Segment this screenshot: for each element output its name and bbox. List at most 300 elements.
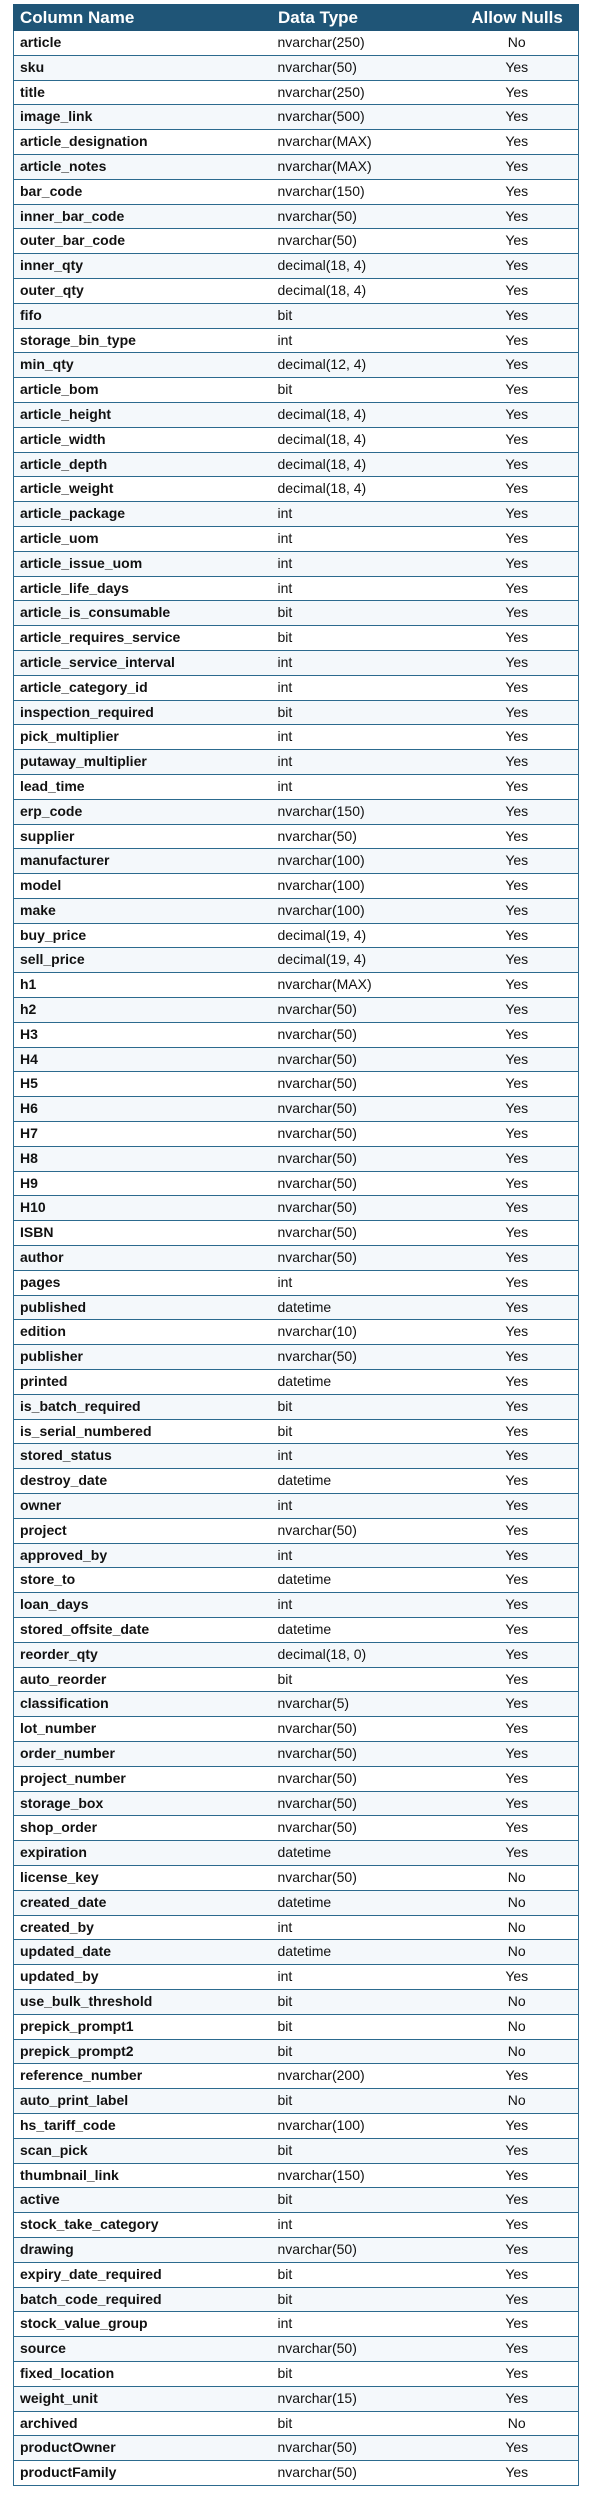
table-row [14, 502, 579, 527]
cell-data-type: nvarchar(50) [272, 1741, 456, 1766]
cell-data-type: nvarchar(50) [272, 1122, 456, 1147]
cell-allow-nulls: Yes [456, 750, 579, 775]
table-row [14, 1717, 579, 1742]
cell-column-name: inspection_required [14, 700, 272, 725]
cell-column-name: inner_bar_code [14, 204, 272, 229]
table-row [14, 1618, 579, 1643]
cell-data-type: bit [272, 626, 456, 651]
cell-allow-nulls: Yes [456, 1841, 579, 1866]
table-row [14, 1642, 579, 1667]
cell-data-type: decimal(19, 4) [272, 923, 456, 948]
cell-column-name: erp_code [14, 799, 272, 824]
cell-column-name: title [14, 80, 272, 105]
cell-data-type: nvarchar(50) [272, 229, 456, 254]
cell-allow-nulls: Yes [456, 1444, 579, 1469]
cell-data-type: bit [272, 2411, 456, 2436]
cell-column-name: article_notes [14, 154, 272, 179]
cell-column-name: stock_value_group [14, 2312, 272, 2337]
cell-data-type: int [272, 1965, 456, 1990]
table-row [14, 675, 579, 700]
cell-column-name: project [14, 1518, 272, 1543]
table-row [14, 700, 579, 725]
cell-data-type: int [272, 576, 456, 601]
cell-column-name: source [14, 2337, 272, 2362]
cell-allow-nulls: Yes [456, 1965, 579, 1990]
cell-allow-nulls: Yes [456, 1816, 579, 1841]
table-row [14, 750, 579, 775]
cell-column-name: article_package [14, 502, 272, 527]
cell-column-name: article_service_interval [14, 650, 272, 675]
cell-allow-nulls: Yes [456, 1320, 579, 1345]
cell-allow-nulls: Yes [456, 1196, 579, 1221]
schema-table-wrapper [13, 4, 578, 2486]
table-row [14, 1370, 579, 1395]
table-row [14, 31, 579, 56]
cell-allow-nulls: No [456, 2089, 579, 2114]
table-row [14, 204, 579, 229]
cell-column-name: article_uom [14, 526, 272, 551]
table-row [14, 2163, 579, 2188]
table-body [14, 31, 579, 2486]
cell-data-type: int [272, 526, 456, 551]
cell-data-type: int [272, 675, 456, 700]
table-row [14, 1394, 579, 1419]
cell-column-name: H3 [14, 1022, 272, 1047]
cell-column-name: fifo [14, 303, 272, 328]
cell-data-type: nvarchar(5) [272, 1692, 456, 1717]
table-row [14, 353, 579, 378]
table-row [14, 1494, 579, 1519]
cell-data-type: decimal(18, 0) [272, 1642, 456, 1667]
table-row [14, 998, 579, 1023]
cell-data-type: int [272, 725, 456, 750]
table-row [14, 1989, 579, 2014]
cell-column-name: article_width [14, 427, 272, 452]
cell-column-name: article_category_id [14, 675, 272, 700]
cell-allow-nulls: Yes [456, 700, 579, 725]
table-row [14, 898, 579, 923]
cell-data-type: datetime [272, 1841, 456, 1866]
cell-data-type: nvarchar(50) [272, 1717, 456, 1742]
table-row [14, 2461, 579, 2486]
cell-column-name: make [14, 898, 272, 923]
cell-column-name: expiry_date_required [14, 2262, 272, 2287]
cell-allow-nulls: Yes [456, 2237, 579, 2262]
cell-column-name: hs_tariff_code [14, 2113, 272, 2138]
cell-allow-nulls: Yes [456, 650, 579, 675]
cell-column-name: H10 [14, 1196, 272, 1221]
cell-data-type: bit [272, 2262, 456, 2287]
cell-data-type: int [272, 551, 456, 576]
cell-allow-nulls: Yes [456, 774, 579, 799]
table-row [14, 973, 579, 998]
cell-data-type: datetime [272, 1618, 456, 1643]
cell-column-name: article_issue_uom [14, 551, 272, 576]
cell-allow-nulls: Yes [456, 1766, 579, 1791]
table-row [14, 452, 579, 477]
cell-allow-nulls: Yes [456, 998, 579, 1023]
cell-allow-nulls: Yes [456, 824, 579, 849]
cell-column-name: license_key [14, 1865, 272, 1890]
cell-allow-nulls: Yes [456, 2461, 579, 2486]
table-row [14, 2436, 579, 2461]
cell-column-name: loan_days [14, 1593, 272, 1618]
table-row [14, 303, 579, 328]
header-data-type: Data Type [272, 5, 456, 31]
cell-column-name: manufacturer [14, 849, 272, 874]
cell-column-name: updated_by [14, 1965, 272, 1990]
cell-column-name: article_depth [14, 452, 272, 477]
cell-allow-nulls: Yes [456, 1270, 579, 1295]
cell-data-type: nvarchar(50) [272, 1246, 456, 1271]
cell-column-name: lead_time [14, 774, 272, 799]
cell-data-type: nvarchar(50) [272, 998, 456, 1023]
cell-data-type: bit [272, 2089, 456, 2114]
cell-data-type: nvarchar(150) [272, 2163, 456, 2188]
table-row [14, 551, 579, 576]
cell-allow-nulls: Yes [456, 675, 579, 700]
cell-data-type: datetime [272, 1568, 456, 1593]
cell-column-name: productOwner [14, 2436, 272, 2461]
table-row [14, 576, 579, 601]
cell-data-type: nvarchar(50) [272, 2337, 456, 2362]
cell-allow-nulls: Yes [456, 1246, 579, 1271]
cell-data-type: bit [272, 2361, 456, 2386]
cell-column-name: created_by [14, 1915, 272, 1940]
cell-column-name: article_bom [14, 378, 272, 403]
header-allow-nulls: Allow Nulls [456, 5, 579, 31]
table-row [14, 2411, 579, 2436]
cell-data-type: nvarchar(100) [272, 2113, 456, 2138]
cell-column-name: H5 [14, 1072, 272, 1097]
table-row [14, 1146, 579, 1171]
table-row [14, 254, 579, 279]
cell-allow-nulls: Yes [456, 502, 579, 527]
cell-allow-nulls: Yes [456, 1171, 579, 1196]
cell-column-name: store_to [14, 1568, 272, 1593]
cell-data-type: int [272, 1543, 456, 1568]
cell-allow-nulls: Yes [456, 427, 579, 452]
table-row [14, 1419, 579, 1444]
cell-column-name: outer_bar_code [14, 229, 272, 254]
table-row [14, 1568, 579, 1593]
cell-column-name: expiration [14, 1841, 272, 1866]
cell-data-type: decimal(18, 4) [272, 278, 456, 303]
cell-allow-nulls: Yes [456, 254, 579, 279]
cell-column-name: H8 [14, 1146, 272, 1171]
cell-allow-nulls: Yes [456, 1518, 579, 1543]
cell-allow-nulls: Yes [456, 923, 579, 948]
cell-data-type: nvarchar(15) [272, 2386, 456, 2411]
cell-data-type: datetime [272, 1940, 456, 1965]
cell-allow-nulls: Yes [456, 105, 579, 130]
cell-allow-nulls: No [456, 1940, 579, 1965]
table-row [14, 2337, 579, 2362]
cell-allow-nulls: Yes [456, 2436, 579, 2461]
table-row [14, 1444, 579, 1469]
cell-allow-nulls: Yes [456, 2361, 579, 2386]
cell-column-name: use_bulk_threshold [14, 1989, 272, 2014]
cell-allow-nulls: Yes [456, 303, 579, 328]
cell-column-name: H9 [14, 1171, 272, 1196]
cell-data-type: nvarchar(50) [272, 1345, 456, 1370]
table-row [14, 2312, 579, 2337]
cell-column-name: H6 [14, 1097, 272, 1122]
table-row [14, 526, 579, 551]
cell-column-name: weight_unit [14, 2386, 272, 2411]
cell-data-type: datetime [272, 1370, 456, 1395]
cell-column-name: approved_by [14, 1543, 272, 1568]
cell-data-type: int [272, 1593, 456, 1618]
table-row [14, 328, 579, 353]
cell-allow-nulls: Yes [456, 1494, 579, 1519]
table-row [14, 2188, 579, 2213]
cell-data-type: bit [272, 1419, 456, 1444]
cell-column-name: putaway_multiplier [14, 750, 272, 775]
cell-allow-nulls: Yes [456, 2213, 579, 2238]
cell-column-name: printed [14, 1370, 272, 1395]
table-row [14, 477, 579, 502]
table-row [14, 154, 579, 179]
cell-allow-nulls: Yes [456, 1370, 579, 1395]
cell-allow-nulls: Yes [456, 799, 579, 824]
cell-data-type: bit [272, 1394, 456, 1419]
cell-data-type: nvarchar(50) [272, 1221, 456, 1246]
table-row [14, 2262, 579, 2287]
cell-data-type: bit [272, 2039, 456, 2064]
cell-column-name: H4 [14, 1047, 272, 1072]
cell-column-name: project_number [14, 1766, 272, 1791]
table-row [14, 402, 579, 427]
cell-allow-nulls: Yes [456, 1469, 579, 1494]
cell-data-type: decimal(18, 4) [272, 452, 456, 477]
table-row [14, 2213, 579, 2238]
table-row [14, 1915, 579, 1940]
cell-data-type: nvarchar(50) [272, 1816, 456, 1841]
table-row [14, 378, 579, 403]
table-row [14, 1171, 579, 1196]
cell-data-type: nvarchar(MAX) [272, 154, 456, 179]
cell-allow-nulls: Yes [456, 1642, 579, 1667]
table-row [14, 1766, 579, 1791]
cell-allow-nulls: No [456, 1865, 579, 1890]
cell-data-type: nvarchar(50) [272, 2461, 456, 2486]
header-row [14, 5, 579, 31]
table-row [14, 1221, 579, 1246]
cell-column-name: reorder_qty [14, 1642, 272, 1667]
cell-column-name: article [14, 31, 272, 56]
cell-data-type: datetime [272, 1295, 456, 1320]
cell-data-type: decimal(12, 4) [272, 353, 456, 378]
cell-allow-nulls: Yes [456, 1221, 579, 1246]
cell-column-name: storage_box [14, 1791, 272, 1816]
table-row [14, 80, 579, 105]
cell-data-type: nvarchar(200) [272, 2064, 456, 2089]
cell-allow-nulls: Yes [456, 874, 579, 899]
cell-allow-nulls: Yes [456, 725, 579, 750]
cell-data-type: int [272, 2312, 456, 2337]
cell-data-type: nvarchar(50) [272, 1047, 456, 1072]
cell-data-type: nvarchar(50) [272, 824, 456, 849]
cell-allow-nulls: Yes [456, 1072, 579, 1097]
cell-allow-nulls: Yes [456, 551, 579, 576]
table-row [14, 601, 579, 626]
cell-allow-nulls: Yes [456, 1568, 579, 1593]
cell-column-name: article_designation [14, 130, 272, 155]
cell-allow-nulls: Yes [456, 2312, 579, 2337]
cell-data-type: nvarchar(50) [272, 204, 456, 229]
cell-allow-nulls: Yes [456, 1741, 579, 1766]
cell-allow-nulls: Yes [456, 2337, 579, 2362]
cell-data-type: nvarchar(50) [272, 1146, 456, 1171]
cell-allow-nulls: Yes [456, 2064, 579, 2089]
header-column-name: Column Name [14, 5, 272, 31]
table-row [14, 849, 579, 874]
cell-column-name: author [14, 1246, 272, 1271]
table-row [14, 774, 579, 799]
cell-column-name: owner [14, 1494, 272, 1519]
cell-column-name: article_is_consumable [14, 601, 272, 626]
table-row [14, 799, 579, 824]
cell-column-name: productFamily [14, 2461, 272, 2486]
cell-column-name: stock_take_category [14, 2213, 272, 2238]
cell-data-type: bit [272, 1989, 456, 2014]
table-row [14, 1295, 579, 1320]
cell-data-type: nvarchar(MAX) [272, 130, 456, 155]
table-row [14, 1072, 579, 1097]
cell-allow-nulls: Yes [456, 1543, 579, 1568]
cell-column-name: ISBN [14, 1221, 272, 1246]
cell-allow-nulls: Yes [456, 130, 579, 155]
cell-column-name: is_serial_numbered [14, 1419, 272, 1444]
cell-data-type: bit [272, 2014, 456, 2039]
table-row [14, 1593, 579, 1618]
cell-column-name: buy_price [14, 923, 272, 948]
cell-allow-nulls: Yes [456, 1146, 579, 1171]
table-row [14, 1890, 579, 1915]
cell-column-name: article_weight [14, 477, 272, 502]
table-row [14, 2039, 579, 2064]
table-row [14, 2014, 579, 2039]
cell-data-type: nvarchar(50) [272, 1791, 456, 1816]
table-row [14, 1246, 579, 1271]
table-row [14, 2237, 579, 2262]
table-row [14, 2138, 579, 2163]
table-row [14, 2089, 579, 2114]
cell-column-name: created_date [14, 1890, 272, 1915]
cell-data-type: int [272, 1270, 456, 1295]
cell-column-name: publisher [14, 1345, 272, 1370]
cell-allow-nulls: No [456, 2014, 579, 2039]
table-row [14, 1469, 579, 1494]
table-row [14, 1022, 579, 1047]
cell-data-type: bit [272, 1667, 456, 1692]
cell-allow-nulls: No [456, 31, 579, 56]
cell-allow-nulls: Yes [456, 1419, 579, 1444]
table-row [14, 229, 579, 254]
cell-data-type: int [272, 774, 456, 799]
cell-allow-nulls: Yes [456, 526, 579, 551]
cell-allow-nulls: Yes [456, 2163, 579, 2188]
cell-column-name: updated_date [14, 1940, 272, 1965]
cell-data-type: nvarchar(50) [272, 1097, 456, 1122]
cell-data-type: nvarchar(500) [272, 105, 456, 130]
table-row [14, 725, 579, 750]
table-row [14, 874, 579, 899]
cell-column-name: auto_print_label [14, 2089, 272, 2114]
cell-data-type: nvarchar(100) [272, 874, 456, 899]
cell-allow-nulls: Yes [456, 1791, 579, 1816]
cell-data-type: int [272, 750, 456, 775]
table-row [14, 1667, 579, 1692]
cell-allow-nulls: Yes [456, 1047, 579, 1072]
cell-allow-nulls: Yes [456, 1667, 579, 1692]
cell-column-name: sku [14, 55, 272, 80]
cell-allow-nulls: Yes [456, 204, 579, 229]
cell-column-name: is_batch_required [14, 1394, 272, 1419]
cell-allow-nulls: Yes [456, 154, 579, 179]
cell-allow-nulls: Yes [456, 229, 579, 254]
table-row [14, 1841, 579, 1866]
table-row [14, 1692, 579, 1717]
table-row [14, 1122, 579, 1147]
cell-allow-nulls: No [456, 1915, 579, 1940]
cell-data-type: nvarchar(50) [272, 1766, 456, 1791]
cell-column-name: batch_code_required [14, 2287, 272, 2312]
table-row [14, 650, 579, 675]
cell-allow-nulls: Yes [456, 1618, 579, 1643]
cell-allow-nulls: Yes [456, 2138, 579, 2163]
cell-allow-nulls: No [456, 2411, 579, 2436]
cell-data-type: bit [272, 2188, 456, 2213]
table-row [14, 55, 579, 80]
table-row [14, 2386, 579, 2411]
table-row [14, 1518, 579, 1543]
table-row [14, 1791, 579, 1816]
cell-data-type: nvarchar(150) [272, 179, 456, 204]
cell-allow-nulls: Yes [456, 328, 579, 353]
table-row [14, 1320, 579, 1345]
table-row [14, 427, 579, 452]
cell-data-type: bit [272, 378, 456, 403]
cell-data-type: nvarchar(150) [272, 799, 456, 824]
cell-column-name: min_qty [14, 353, 272, 378]
cell-column-name: order_number [14, 1741, 272, 1766]
cell-data-type: decimal(18, 4) [272, 477, 456, 502]
cell-data-type: datetime [272, 1890, 456, 1915]
cell-allow-nulls: No [456, 1989, 579, 2014]
cell-column-name: thumbnail_link [14, 2163, 272, 2188]
cell-allow-nulls: Yes [456, 452, 579, 477]
cell-allow-nulls: Yes [456, 898, 579, 923]
table-row [14, 105, 579, 130]
table-row [14, 1196, 579, 1221]
cell-allow-nulls: Yes [456, 1097, 579, 1122]
cell-data-type: decimal(18, 4) [272, 427, 456, 452]
cell-data-type: decimal(18, 4) [272, 402, 456, 427]
cell-allow-nulls: Yes [456, 601, 579, 626]
cell-data-type: nvarchar(50) [272, 1196, 456, 1221]
cell-data-type: nvarchar(50) [272, 1072, 456, 1097]
cell-data-type: int [272, 328, 456, 353]
table-row [14, 1865, 579, 1890]
cell-data-type: int [272, 1444, 456, 1469]
cell-column-name: h2 [14, 998, 272, 1023]
cell-data-type: nvarchar(100) [272, 898, 456, 923]
cell-data-type: int [272, 650, 456, 675]
cell-column-name: published [14, 1295, 272, 1320]
cell-column-name: pages [14, 1270, 272, 1295]
